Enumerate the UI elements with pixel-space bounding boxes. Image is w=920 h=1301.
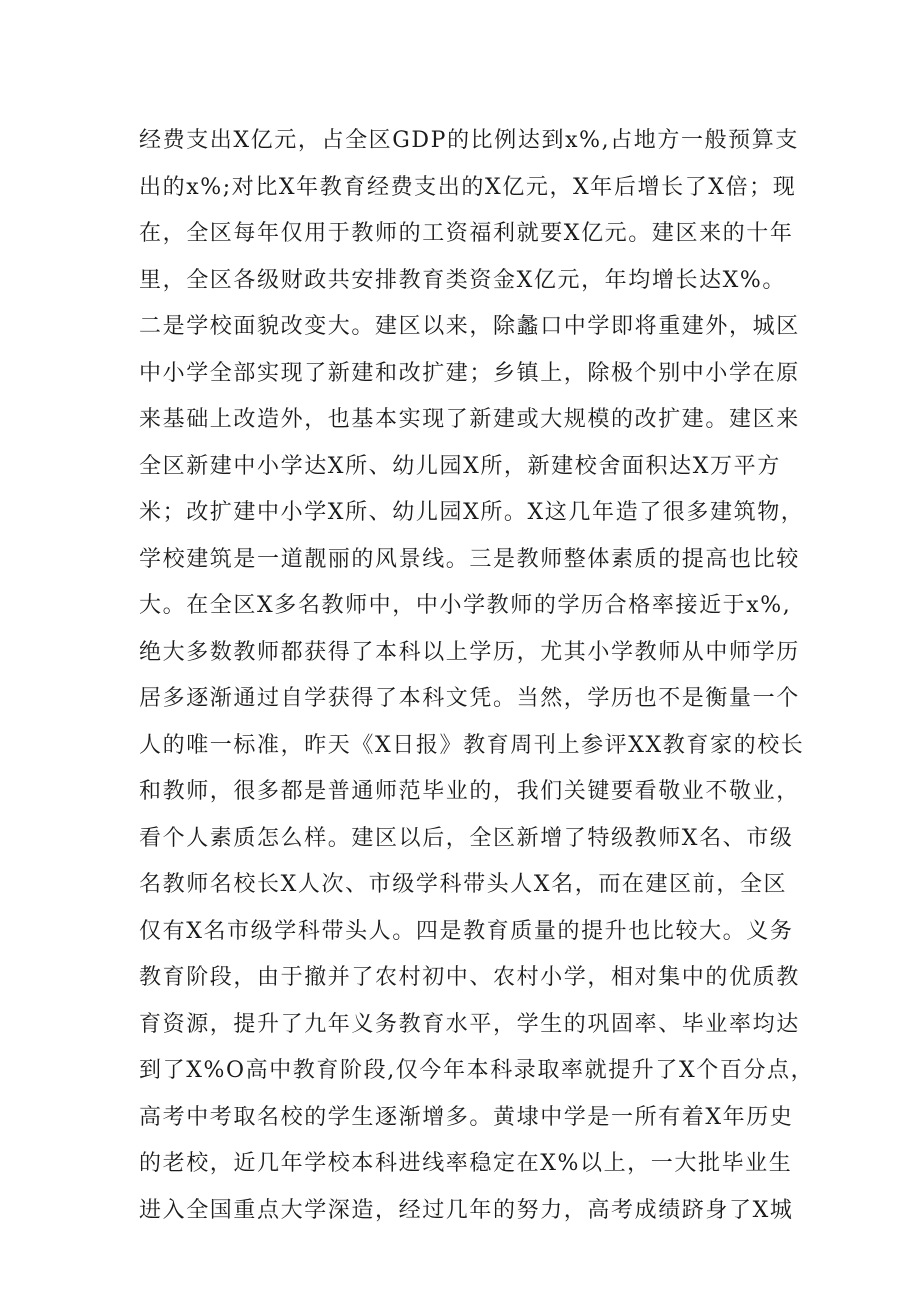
text-line: 和教师，很多都是普通师范毕业的，我们关键要看敬业不敬业， — [139, 779, 800, 804]
text-line: 出的x%;对比X年教育经费支出的X亿元，X年后增长了X倍；现 — [139, 174, 797, 200]
text-line: 进入全国重点大学深造，经过几年的努力，高考成绩跻身了X城 — [139, 1197, 794, 1223]
text-line: 人的唯一标准，昨天《X日报》教育周刊上参评XX教育家的校长 — [139, 732, 805, 758]
text-line: 仅有X名市级学科带头人。四是教育质量的提升也比较大。义务 — [139, 918, 794, 944]
text-line: 的老校，近几年学校本科进线率稳定在X%以上，一大批毕业生 — [139, 1151, 793, 1176]
text-line: 高考中考取名校的学生逐渐增多。黄埭中学是一所有着X年历史 — [139, 1104, 794, 1130]
text-line: 绝大多数教师都获得了本科以上学历，尤其小学教师从中师学历 — [139, 639, 800, 665]
text-line: 看个人素质怎么样。建区以后，全区新增了特级教师X名、市级 — [139, 825, 794, 851]
text-line: 中小学全部实现了新建和改扩建；乡镇上，除极个别中小学在原 — [139, 360, 800, 386]
text-line: 大。在全区X多名教师中，中小学教师的学历合格率接近于x%, — [139, 593, 792, 618]
text-line: 全区新建中小学达X所、幼儿园X所，新建校舍面积达X万平方 — [139, 453, 781, 479]
text-line: 教育阶段，由于撤并了农村初中、农村小学，相对集中的优质教 — [139, 965, 800, 990]
text-line: 在，全区每年仅用于教师的工资福利就要X亿元。建区来的十年 — [139, 221, 794, 246]
text-line: 到了X%O高中教育阶段,仅今年本科录取率就提升了X个百分点， — [139, 1058, 815, 1083]
body-text — [139, 118, 815, 1234]
text-line: 来基础上改造外，也基本实现了新建或大规模的改扩建。建区来 — [139, 407, 800, 432]
text-line: 经费支出X亿元，占全区GDP的比例达到x%,占地方一般预算支 — [139, 128, 799, 153]
text-line: 居多逐渐通过自学获得了本科文凭。当然，学历也不是衡量一个 — [139, 686, 800, 711]
text-line: 里，全区各级财政共安排教育类资金X亿元，年均增长达X%。 — [139, 267, 787, 293]
text-line: 育资源，提升了九年义务教育水平，学生的巩固率、毕业率均达 — [139, 1011, 800, 1037]
text-line: 名教师名校长X人次、市级学科带头人X名，而在建区前，全区 — [139, 872, 788, 897]
text-line: 二是学校面貌改变大。建区以来，除蠡口中学即将重建外，城区 — [139, 314, 800, 339]
text-line: 学校建筑是一道靓丽的风景线。三是教师整体素质的提高也比较 — [139, 546, 800, 572]
text-line: 米；改扩建中小学X所、幼儿园X所。X这几年造了很多建筑物， — [139, 500, 805, 525]
